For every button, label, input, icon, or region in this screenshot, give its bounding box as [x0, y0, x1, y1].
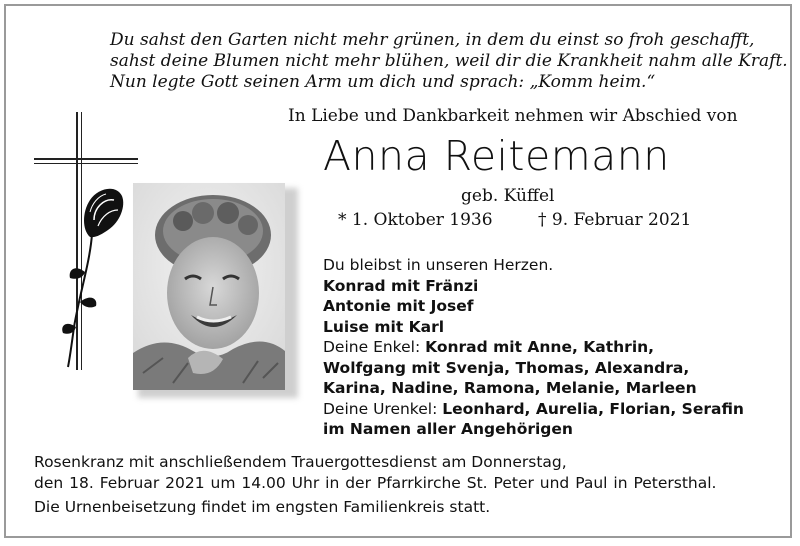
service-info	[34, 452, 774, 494]
grandchildren-label: Deine Enkel:	[323, 338, 421, 356]
survivors-list	[323, 255, 744, 440]
birth-date: * 1. Oktober 1936	[338, 210, 493, 230]
service-line: Rosenkranz mit anschließendem Trauergottesdienst am Donnerstag,	[34, 453, 567, 471]
greatgrandchildren-label: Deine Urenkel:	[323, 399, 438, 418]
survivors-closing: im Namen aller Angehörigen	[323, 420, 573, 438]
service-line: den 18. Februar 2021 um 14.00 Uhr in der Pfarrkirche St. Peter und Paul in Petersthal.	[34, 474, 717, 492]
grandchildren-names: Karina, Nadine, Ramona, Melanie, Marleen	[323, 379, 697, 397]
greatgrandchildren-names: Leonhard, Aurelia, Florian, Serafin	[442, 399, 744, 418]
greatgrandchildren-line	[323, 399, 744, 420]
grandchildren-names: Konrad mit Anne, Kathrin,	[425, 338, 655, 356]
survivor-child: Konrad mit Fränzi	[323, 276, 479, 295]
grandchildren-line	[323, 337, 744, 358]
survivors-opening: Du bleibst in unseren Herzen.	[323, 256, 554, 274]
survivor-child: Luise mit Karl	[323, 317, 445, 336]
life-dates	[338, 210, 691, 230]
deceased-name: Anna Reitemann	[323, 132, 670, 180]
poem-line: Nun legte Gott seinen Arm um dich und sprach: „Komm heim.“	[110, 72, 656, 92]
portrait-photo	[133, 183, 285, 390]
poem	[110, 30, 788, 93]
poem-line: Du sahst den Garten nicht mehr grünen, in dem du einst so froh geschafft,	[110, 30, 755, 50]
farewell-intro: In Liebe und Dankbarkeit nehmen wir Abschied von	[288, 106, 738, 126]
grandchildren-names: Wolfgang mit Svenja, Thomas, Alexandra,	[323, 358, 690, 377]
death-date: † 9. Februar 2021	[537, 210, 692, 230]
birth-name: geb. Küffel	[461, 186, 555, 206]
poem-line: sahst deine Blumen nicht mehr blühen, weil dir die Krankheit nahm alle Kraft.	[110, 51, 788, 71]
cross-with-rose-icon	[30, 112, 140, 372]
urn-burial-note: Die Urnenbeisetzung findet im engsten Familienkreis statt.	[34, 498, 491, 516]
survivor-child: Antonie mit Josef	[323, 297, 474, 315]
